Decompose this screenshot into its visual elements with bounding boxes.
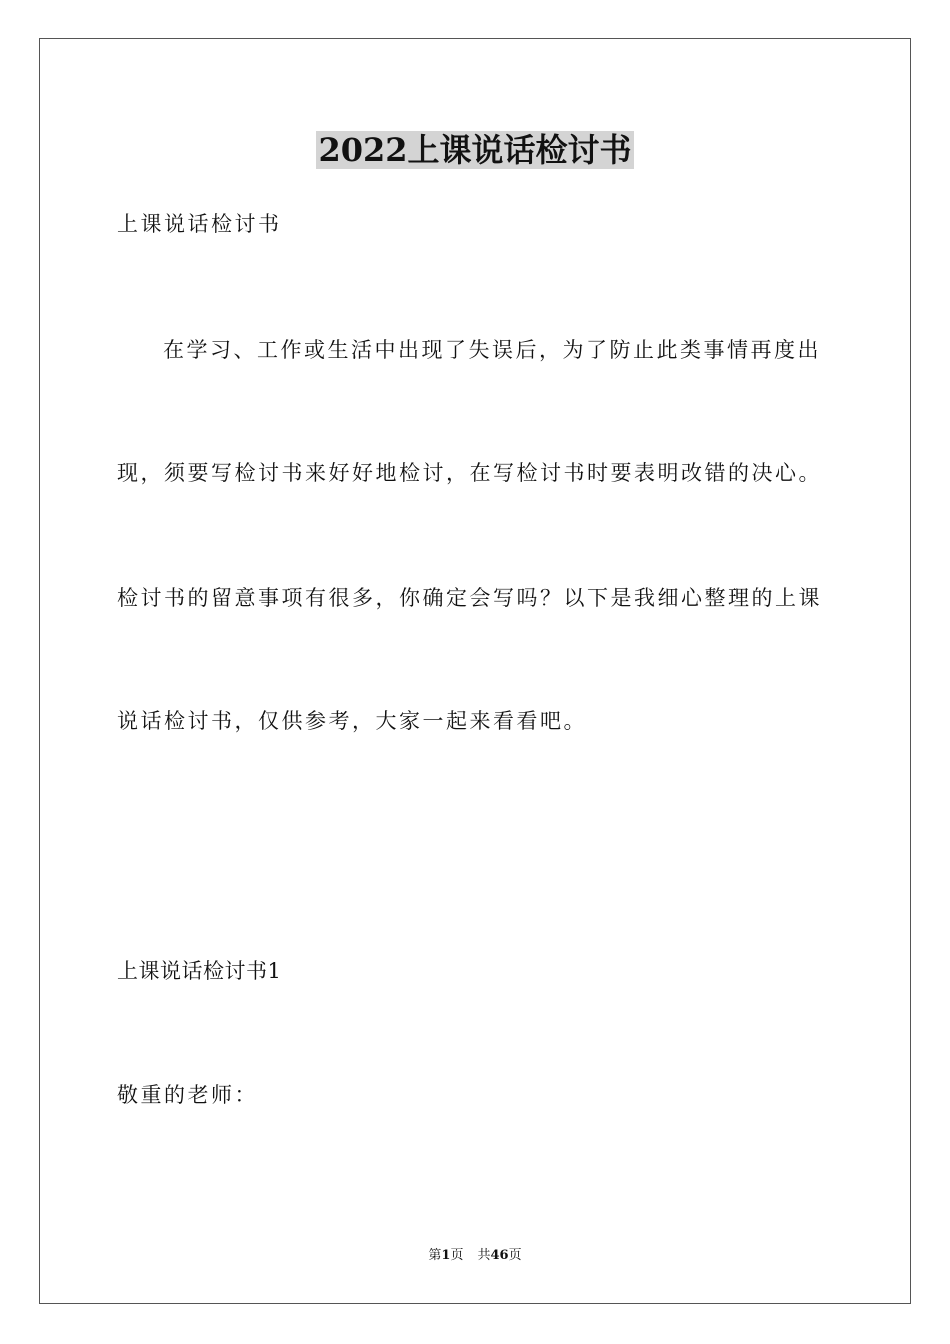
paragraph-line-4: 说话检讨书，仅供参考，大家一起来看看吧。 xyxy=(117,709,587,733)
paragraph-line-2: 现，须要写检讨书来好好地检讨，在写检讨书时要表明改错的决心。 xyxy=(117,461,822,485)
footer-total-pages: 46 xyxy=(490,1248,509,1263)
footer-page-number: 1 xyxy=(441,1248,451,1263)
page-footer xyxy=(0,1247,950,1265)
paragraph-line-3: 检讨书的留意事项有很多，你确定会写吗？以下是我细心整理的上课 xyxy=(117,586,822,610)
paragraph-line-1: 在学习、工作或生活中出现了失误后，为了防止此类事情再度出 xyxy=(163,338,821,362)
document-title xyxy=(0,128,950,172)
document-title-text: 2022上课说话检讨书 xyxy=(318,131,632,169)
footer-total-prefix: 共 xyxy=(477,1248,491,1263)
footer-total-suffix: 页 xyxy=(508,1248,522,1263)
section-heading: 上课说话检讨书1 xyxy=(117,959,282,983)
salutation: 敬重的老师： xyxy=(117,1083,258,1107)
footer-page-suffix: 页 xyxy=(450,1248,464,1263)
subtitle-line: 上课说话检讨书 xyxy=(117,212,282,236)
footer-page-prefix: 第 xyxy=(428,1248,442,1263)
